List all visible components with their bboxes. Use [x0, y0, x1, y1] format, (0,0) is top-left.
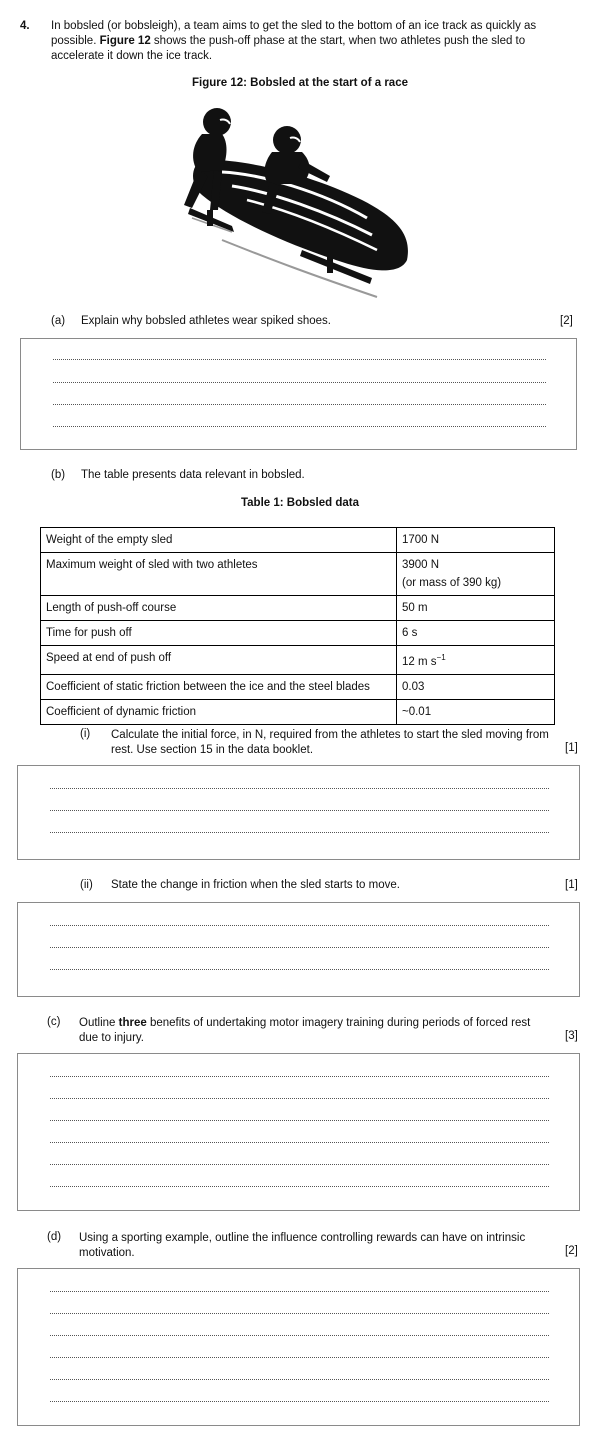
part-c-text — [79, 1016, 549, 1046]
answer-line — [50, 1076, 549, 1078]
table-cell-label: Speed at end of push off — [41, 646, 397, 675]
part-b-ii-marks: [1] — [565, 879, 578, 891]
answer-line — [50, 1401, 549, 1403]
part-b-i-marks: [1] — [565, 742, 578, 754]
table-cell-value: 6 s — [397, 621, 555, 646]
part-b-i-text: Calculate the initial force, in N, required from the athletes to start the sled moving from rest. Use section 15 in the data booklet. — [111, 729, 549, 756]
bobsled-illustration — [162, 100, 422, 300]
table-cell-value: 50 m — [397, 596, 555, 621]
answer-line — [53, 382, 546, 384]
answer-line — [50, 832, 549, 834]
figure-title: Figure 12: Bobsled at the start of a race — [191, 77, 408, 89]
part-c-letter: (c) — [47, 1016, 61, 1028]
part-c-marks: [3] — [565, 1030, 578, 1042]
answer-line — [53, 404, 546, 406]
question-intro — [51, 19, 551, 64]
table-row — [41, 596, 555, 621]
answer-box-c[interactable] — [17, 1053, 580, 1211]
answer-box-a[interactable] — [20, 338, 577, 450]
table-row — [41, 528, 555, 553]
intro-text-1: In bobsled (or bobsleigh), a team aims to get the sled to the bottom of an ice track as quickly as possible. — [51, 20, 537, 47]
bobsled-data-table — [40, 527, 555, 725]
question-number: 4. — [20, 20, 30, 32]
answer-line — [50, 1313, 549, 1315]
table-row — [41, 553, 555, 596]
part-b-ii-numeral: (ii) — [80, 879, 93, 891]
answer-box-b-i[interactable] — [17, 765, 580, 860]
table-cell-label: Maximum weight of sled with two athletes — [41, 553, 397, 596]
speed-unit-exponent: −1 — [436, 653, 446, 662]
table-cell-label: Coefficient of static friction between the ice and the steel blades — [41, 674, 397, 699]
part-b-i-numeral: (i) — [80, 728, 91, 740]
intro-figure-ref: Figure 12 — [99, 35, 151, 47]
table-cell-label: Weight of the empty sled — [41, 528, 397, 553]
table-cell-label: Length of push-off course — [41, 596, 397, 621]
part-c-emphasis: three — [118, 1017, 147, 1029]
part-d-text: Using a sporting example, outline the influence controlling rewards can have on intrinsic motivation. — [79, 1232, 526, 1259]
answer-line — [50, 1291, 549, 1293]
answer-line — [50, 1142, 549, 1144]
answer-line — [50, 1120, 549, 1122]
table-cell-value — [397, 646, 555, 675]
answer-line — [50, 1357, 549, 1359]
part-a-marks: [2] — [560, 315, 573, 327]
speed-value: 12 m s — [402, 655, 437, 668]
answer-line — [50, 810, 549, 812]
table-row — [41, 674, 555, 699]
answer-line — [50, 925, 549, 927]
answer-line — [50, 1335, 549, 1337]
table-row — [41, 646, 555, 675]
part-d-marks: [2] — [565, 1245, 578, 1257]
answer-line — [50, 1379, 549, 1381]
part-c-text-1: Outline — [79, 1017, 119, 1029]
table-cell-value-line1: 3900 N — [402, 559, 440, 571]
table-cell-label: Time for push off — [41, 621, 397, 646]
table-cell-value-line2: (or mass of 390 kg) — [402, 577, 502, 589]
table-row — [41, 699, 555, 724]
answer-line — [50, 947, 549, 949]
answer-line — [50, 1164, 549, 1166]
table-row — [41, 621, 555, 646]
part-a-text: Explain why bobsled athletes wear spiked shoes. — [81, 315, 331, 327]
table-cell-value: 0.03 — [397, 674, 555, 699]
answer-line — [53, 426, 546, 428]
table-cell-label: Coefficient of dynamic friction — [41, 699, 397, 724]
part-d-letter: (d) — [47, 1231, 62, 1243]
answer-line — [53, 359, 546, 361]
answer-line — [50, 969, 549, 971]
answer-box-b-ii[interactable] — [17, 902, 580, 997]
intro-text-2: shows the push-off phase at the start, when two athletes push the sled to accelerate it down the ice track. — [51, 35, 526, 62]
part-b-letter: (b) — [51, 469, 66, 481]
part-a-letter: (a) — [51, 315, 66, 327]
table-cell-value: ~0.01 — [397, 699, 555, 724]
answer-line — [50, 1098, 549, 1100]
answer-box-d[interactable] — [17, 1268, 580, 1426]
answer-line — [50, 1186, 549, 1188]
part-b-text: The table presents data relevant in bobsled. — [81, 469, 305, 481]
part-c-text-2: benefits of undertaking motor imagery training during periods of forced rest due to injury. — [79, 1017, 531, 1044]
table-title: Table 1: Bobsled data — [240, 497, 359, 509]
table-cell-value — [397, 553, 555, 596]
table-cell-value: 1700 N — [397, 528, 555, 553]
answer-line — [50, 788, 549, 790]
part-b-ii-text: State the change in friction when the sled starts to move. — [111, 879, 400, 891]
